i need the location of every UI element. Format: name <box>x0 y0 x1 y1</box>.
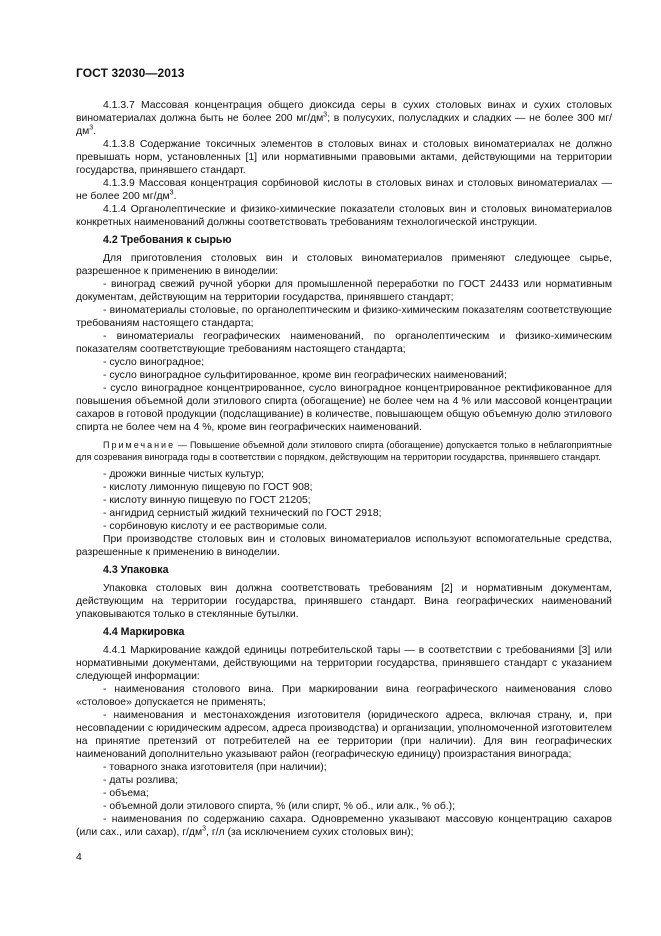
list-item: - виноматериалы географических наименований, по органолептическим и физико-химическим показателям соответствующие требованиям настоящего стандарта; <box>76 331 612 355</box>
clause-4-1-4: 4.1.4 Органолептические и физико-химические показатели столовых вин и столовых виноматериалов конкретных наименований должны соответствовать требованиям технологической инструкции. <box>76 204 612 228</box>
section-4-2-title: 4.2 Требования к сырью <box>103 234 232 246</box>
section-4-4-title: 4.4 Маркировка <box>103 626 185 638</box>
clause-4-1-3-7: 4.1.3.7 Массовая концентрация общего диоксида серы в сухих столовых винах и сухих столовых виноматериалах должна быть не более 200 $мг/дм^3$; в полусухих, полусладких и сладких — не более 300 $мг/дм^3$. <box>76 100 612 137</box>
list-item: - наименования и местонахождения изготовителя (юридического адреса, включая страну, и, при несовпадении с юридическим адресом, адреса производства) и организации, уполномоченной изготовителем на принятие претензий от потребителей на ее территории (при наличии). Для вин географических наименований дополнительно указывают район (географическую единицу) произрастания винограда; <box>76 710 612 760</box>
list-item: - дрожжи винные чистых культур; <box>103 469 265 480</box>
list-item: - сусло виноградное концентрированное, сусло виноградное концентрированное ректификованное для повышения объемной доли этилового спирта (обогащение) не более чем на 4 % или массовой концентрации сахаров в готовой продукции (подслащивание) в количестве, повышающем общую объемную долю этилового спирта не более чем на 4 %, кроме вин географических наименований. <box>76 383 612 433</box>
note <box>76 440 612 463</box>
list-item: - сусло виноградное сульфитированное, кроме вин географических наименований; <box>103 370 507 381</box>
document-body <box>76 99 612 839</box>
page-number: 4 <box>76 852 82 863</box>
list-item: - наименования по содержанию сахара. Одновременно указывают массовую концентрацию сахаров (или сах., или сахар), $г/дм^3$, г/л (за исключением сухих столовых вин); <box>76 814 612 838</box>
list-item: - объемной доли этилового спирта, % (или спирт, % об., или алк., % об.); <box>103 801 456 812</box>
list-item: - даты розлива; <box>103 775 179 786</box>
clause-4-1-3-8: 4.1.3.8 Содержание токсичных элементов в столовых винах и столовых виноматериалах не должно превышать норм, установленных [1] или нормативными правовыми актами, действующими на территории государства, принявшего стандарт. <box>76 139 612 176</box>
section-4-3-title: 4.3 Упаковка <box>103 564 169 576</box>
note-text: — Повышение объемной доли этилового спирта (обогащение) допускается только в неблагоприятные для созревания винограда годы в соответствии с порядком, действующим на территории государства, принявшего стандарт. <box>76 440 612 462</box>
note-label: Примечание <box>103 440 176 450</box>
list-item: - кислоту винную пищевую по ГОСТ 21205; <box>103 495 311 506</box>
section-4-3-text: Упаковка столовых вин должна соответствовать требованиям [2] и нормативным документам, действующим на территории государства, принявшего стандарт. Вина географических наименований упаковываются только в стеклянные бутылки. <box>76 583 612 620</box>
list-item: - объема; <box>103 788 149 799</box>
list-item: - сорбиновую кислоту и ее растворимые соли. <box>103 521 328 532</box>
document-header: ГОСТ 32030—2013 <box>76 66 185 80</box>
clause-4-4-1: 4.4.1 Маркирование каждой единицы потребительской тары — в соответствии с требованиями [3] или нормативными документами, действующими на территории государства, принявшего стандарт с указанием следующей информации: <box>76 645 612 682</box>
list-item: - виноматериалы столовые, по органолептическим и физико-химическим показателям соответствующие требованиям настоящего стандарта; <box>76 305 612 329</box>
clause-4-1-3-9: 4.1.3.9 Массовая концентрация сорбиновой кислоты в столовых винах и столовых виноматериалах — не более 200 $мг/дм^3$. <box>76 178 612 202</box>
list-item: - товарного знака изготовителя (при наличии); <box>103 762 327 773</box>
list-item: - кислоту лимонную пищевую по ГОСТ 908; <box>103 482 313 493</box>
list-item: - виноград свежий ручной уборки для промышленной переработки по ГОСТ 24433 или нормативным документам, действующим на территории государства, принявшего стандарт; <box>76 279 612 303</box>
list-item: - сусло виноградное; <box>103 357 205 368</box>
section-4-2-intro: Для приготовления столовых вин и столовых виноматериалов применяют следующее сырье, разрешенное к применению в виноделии: <box>76 253 612 277</box>
list-item: - наименования столового вина. При маркировании вина географического наименования слово «столовое» допускается не применять; <box>76 684 612 708</box>
list-item: - ангидрид сернистый жидкий технический по ГОСТ 2918; <box>103 508 382 519</box>
section-4-2-closing: При производстве столовых вин и столовых виноматериалов используют вспомогательные средства, разрешенные к применению в виноделии. <box>76 534 612 558</box>
